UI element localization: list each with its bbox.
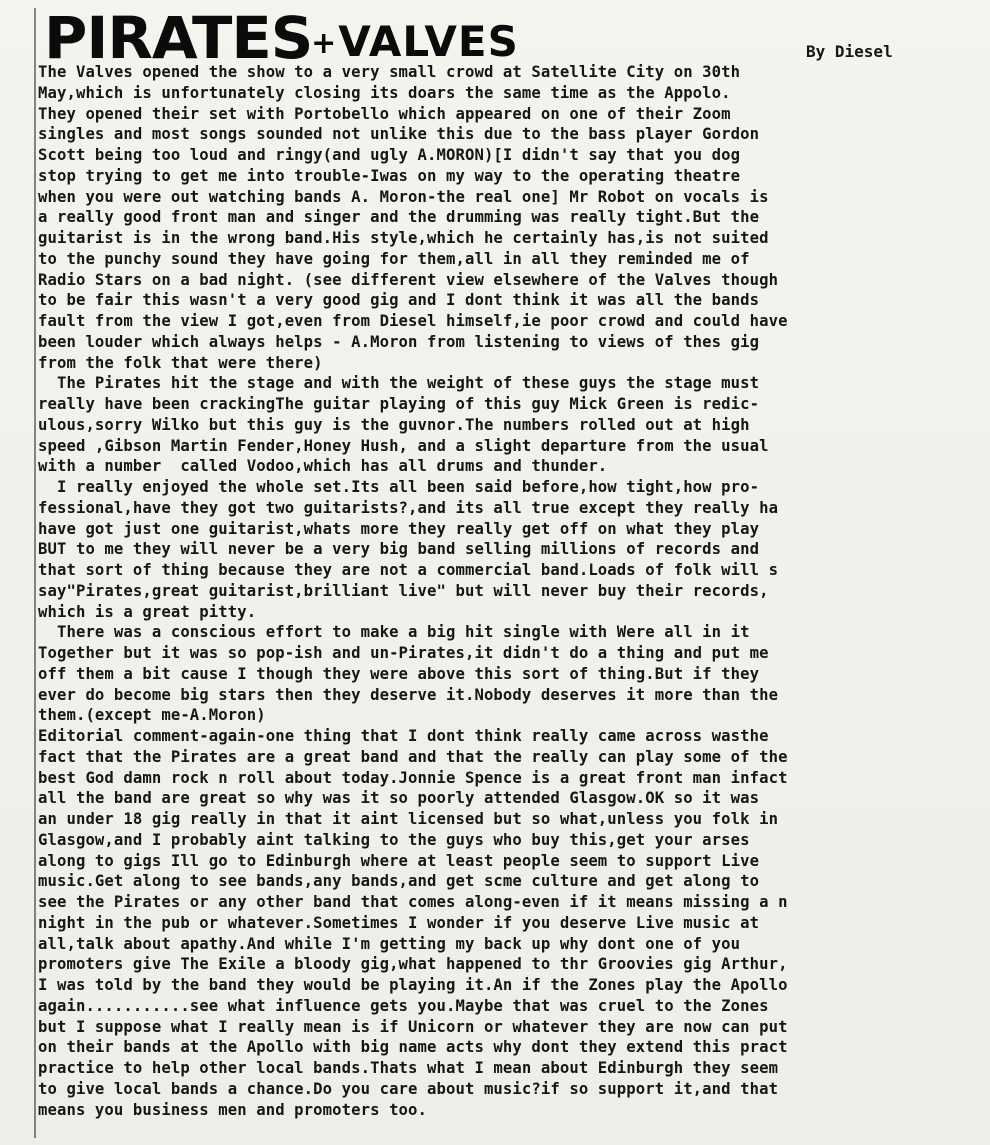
text-line: all the band are great so why was it so poorly attended Glasgow.OK so it was (38, 789, 760, 808)
text-line: The Pirates hit the stage and with the weight of these guys the stage must (38, 374, 760, 393)
text-line: music.Get along to see bands,any bands,and get scme culture and get along to (38, 872, 760, 891)
headline-valves: VALVES (338, 17, 519, 66)
text-line: to give local bands a chance.Do you care about music?if so support it,and that (38, 1079, 779, 1098)
text-line: to the punchy sound they have going for them,all in all they reminded me of (38, 249, 750, 268)
text-line: singles and most songs sounded not unlike this due to the bass player Gordon (38, 125, 760, 144)
text-line: but I suppose what I really mean is if Unicorn or whatever they are now can put (38, 1017, 788, 1036)
text-line: a really good front man and singer and the drumming was really tight.But the (38, 208, 760, 227)
article-headline (44, 4, 519, 72)
text-line: Editorial comment-again-one thing that I dont think really came across wasthe (38, 727, 769, 745)
text-line: on their bands at the Apollo with big name acts why dont they extend this pract (38, 1038, 788, 1057)
text-line: again...........see what influence gets you.Maybe that was cruel to the Zones (38, 996, 769, 1015)
margin-rule (34, 8, 36, 1138)
text-line: fact that the Pirates are a great band and that the really can play some of the (38, 747, 788, 766)
text-line: I was told by the band they would be playing it.An if the Zones play the Apollo (38, 976, 788, 994)
text-line: I really enjoyed the whole set.Its all been said before,how tight,how pro- (38, 478, 760, 496)
text-line: ever do become big stars then they deserve it.Nobody deserves it more than the (38, 685, 779, 704)
byline: By Diesel (806, 42, 893, 61)
text-line: say"Pirates,great guitarist,brilliant live" but will never buy their records, (38, 581, 769, 600)
text-line: with a number called Vodoo,which has all drums and thunder. (38, 457, 608, 476)
text-line: Scott being too loud and ringy(and ugly A.MORON)[I didn't say that you dog (38, 146, 741, 164)
text-line: which is a great pitty. (38, 602, 257, 621)
text-line: fault from the view I got,even from Diesel himself,ie poor crowd and could have (38, 312, 788, 330)
text-line: means you business men and promoters too. (38, 1100, 428, 1119)
text-line: been louder which always helps - A.Moron from listening to views of thes gig (38, 332, 760, 351)
text-line: fessional,have they got two guitarists?,and its all true except they really ha (38, 498, 779, 517)
text-line: an under 18 gig really in that it aint licensed but so what,unless you folk in (38, 810, 779, 828)
text-line: to be fair this wasn't a very good gig and I dont think it was all the bands (38, 291, 760, 310)
text-line: really have been crackingThe guitar playing of this guy Mick Green is redic- (38, 395, 760, 413)
article-body (38, 62, 983, 1120)
text-line: Together but it was so pop-ish and un-Pirates,it didn't do a thing and put me (38, 644, 769, 662)
text-line: stop trying to get me into trouble-Iwas on my way to the operating theatre (38, 166, 741, 185)
headline-pirates: PIRATES (44, 4, 313, 72)
text-line: best God damn rock n roll about today.Jonnie Spence is a great front man infact (38, 768, 788, 787)
text-line: There was a conscious effort to make a big hit single with Were all in it (38, 623, 750, 642)
text-line: that sort of thing because they are not a commercial band.Loads of folk will s (38, 561, 779, 579)
text-line: all,talk about apathy.And while I'm getting my back up why dont one of you (38, 934, 741, 953)
text-line: promoters give The Exile a bloody gig,what happened to thr Groovies gig Arthur, (38, 955, 788, 974)
text-line: guitarist is in the wrong band.His style,which he certainly has,is not suited (38, 229, 769, 247)
text-line: May,which is unfortunately closing its doars the same time as the Appolo. (38, 83, 731, 102)
text-line: BUT to me they will never be a very big band selling millions of records and (38, 540, 760, 559)
text-line: speed ,Gibson Martin Fender,Honey Hush, and a slight departure from the usual (38, 436, 769, 455)
text-line: see the Pirates or any other band that comes along-even if it means missing a n (38, 893, 788, 911)
text-line: night in the pub or whatever.Sometimes I wonder if you deserve Live music at (38, 913, 760, 932)
text-line: practice to help other local bands.Thats what I mean about Edinburgh they seem (38, 1059, 779, 1077)
text-line: them.(except me-A.Moron) (38, 706, 266, 725)
text-line: They opened their set with Portobello which appeared on one of their Zoom (38, 104, 731, 123)
text-line: The Valves opened the show to a very small crowd at Satellite City on 30th (38, 63, 741, 81)
text-line: Radio Stars on a bad night. (see different view elsewhere of the Valves though (38, 270, 779, 289)
text-line: when you were out watching bands A. Moron-the real one] Mr Robot on vocals is (38, 187, 769, 206)
text-line: ulous,sorry Wilko but this guy is the guvnor.The numbers rolled out at high (38, 415, 750, 434)
text-line: Glasgow,and I probably aint talking to the guys who buy this,get your arses (38, 830, 750, 849)
text-line: from the folk that were there) (38, 353, 323, 372)
headline-plus: + (311, 26, 337, 61)
text-line: have got just one guitarist,whats more they really get off on what they play (38, 519, 760, 538)
text-line: off them a bit cause I though they were above this sort of thing.But if they (38, 664, 760, 683)
text-line: along to gigs Ill go to Edinburgh where at least people seem to support Live (38, 851, 760, 870)
